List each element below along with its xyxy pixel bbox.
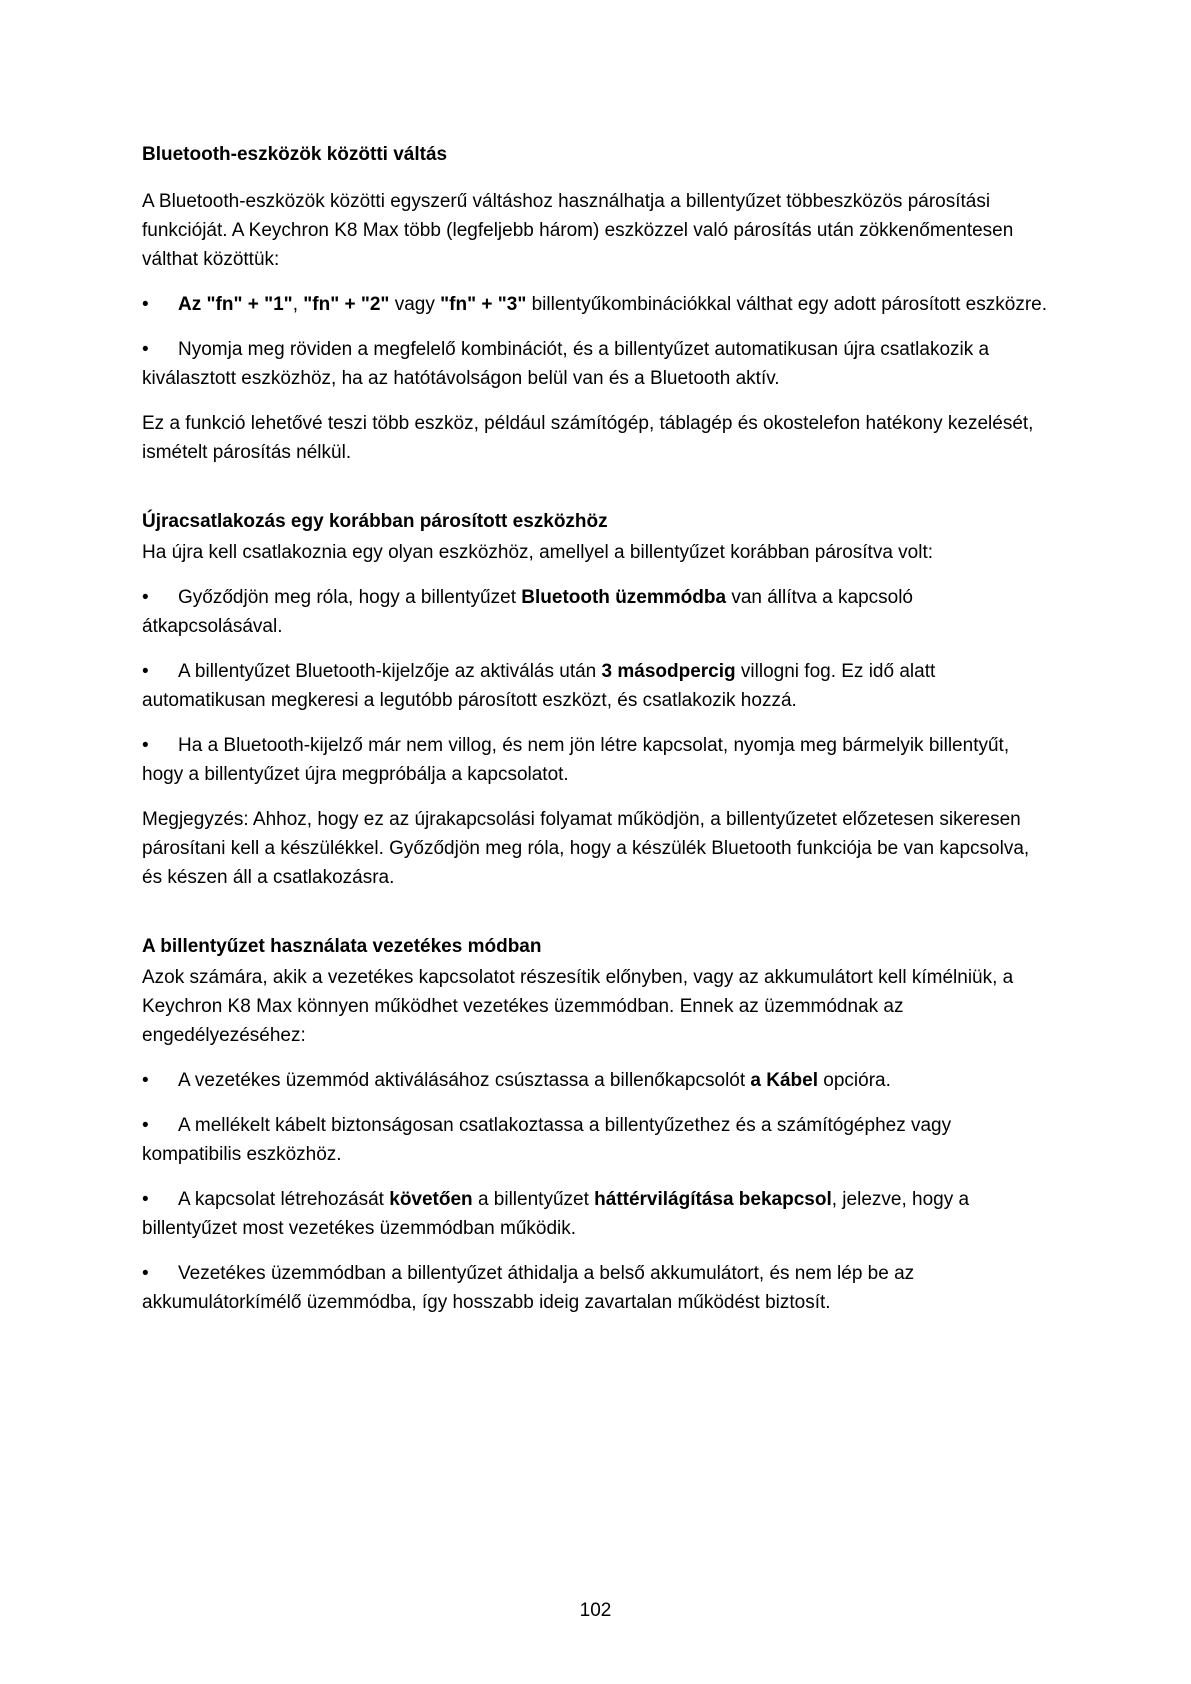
bullet-icon: • [142,1189,149,1210]
section-wired-mode [142,932,1052,1317]
paragraph-note: Megjegyzés: Ahhoz, hogy ez az újrakapcsolási folyamat működjön, a billentyűzetet előzetesen sikeresen párosítani kell a készülékkel. Győződjön meg róla, hogy a készülék Bluetooth funkciója be van kapcsolva, és készen áll a csatlakozásra. [142,809,1030,888]
list-item: • A kapcsolat létrehozását követően a billentyűzet háttérvilágítása bekapcsol, jelezve, hogy a billentyűzet most vezetékes üzemmódban működik. [142,1185,1052,1243]
list-item: • A mellékelt kábelt biztonságosan csatlakoztassa a billentyűzethez és a számítógéphez vagy kompatibilis eszközhöz. [142,1111,1052,1169]
list-item: • Vezetékes üzemmódban a billentyűzet áthidalja a belső akkumulátort, és nem lép be az akkumulátorkímélő üzemmódba, így hosszabb ideig zavartalan működést biztosít. [142,1259,1052,1317]
bullet-icon: • [142,1263,149,1284]
page-number: 102 [579,1600,612,1621]
bullet-icon: • [142,339,149,360]
paragraph-intro: A Bluetooth-eszközök közötti egyszerű váltáshoz használhatja a billentyűzet többeszközös párosítási funkcióját. A Keychron K8 Max több (legfeljebb három) eszközzel való párosítás után zökkenőmentesen válthat közöttük: [142,191,1014,270]
bullet-icon: • [142,1115,149,1136]
paragraph-intro: Ha újra kell csatlakoznia egy olyan eszközhöz, amellyel a billentyűzet korábban párosítva volt: [142,542,934,563]
list-item: • A billentyűzet Bluetooth-kijelzője az aktiválás után 3 másodpercig villogni fog. Ez idő alatt automatikusan megkeresi a legutóbb párosított eszközt, és csatlakozik hozzá. [142,657,1052,715]
list-item: • Az "fn" + "1", "fn" + "2" vagy "fn" + "3" billentyűkombinációkkal válthat egy adott párosított eszközre. [142,290,1052,319]
bullet-icon: • [142,735,149,756]
bullet-icon: • [142,1070,149,1091]
paragraph-intro: Azok számára, akik a vezetékes kapcsolatot részesítik előnyben, vagy az akkumulátort kell kímélniük, a Keychron K8 Max könnyen működhet vezetékes üzemmódban. Ennek az üzemmódnak az engedélyezéséhez: [142,967,1014,1046]
section-heading-reconnect: Újracsatlakozás egy korábban párosított eszközhöz [142,511,608,532]
list-item: • A vezetékes üzemmód aktiválásához csúsztassa a billenőkapcsolót a Kábel opcióra. [142,1066,1052,1095]
list-item: • Nyomja meg röviden a megfelelő kombinációt, és a billentyűzet automatikusan újra csatlakozik a kiválasztott eszközhöz, ha az hatótávolságon belül van és a Bluetooth aktív. [142,335,1052,393]
paragraph-outro: Ez a funkció lehetővé teszi több eszköz, például számítógép, táblagép és okostelefon hatékony kezelését, ismételt párosítás nélkül. [142,413,1034,463]
bullet-icon: • [142,294,149,315]
bullet-icon: • [142,587,149,608]
section-heading-wired-mode: A billentyűzet használata vezetékes módban [142,936,542,957]
page-content [142,140,1052,1333]
list-item: • Ha a Bluetooth-kijelző már nem villog, és nem jön létre kapcsolat, nyomja meg bármelyik billentyűt, hogy a billentyűzet újra megpróbálja a kapcsolatot. [142,731,1052,789]
bullet-icon: • [142,661,149,682]
list-item: • Győződjön meg róla, hogy a billentyűzet Bluetooth üzemmódba van állítva a kapcsoló átkapcsolásával. [142,583,1052,641]
section-heading-bluetooth-switching: Bluetooth-eszközök közötti váltás [142,144,448,165]
section-reconnect [142,507,1052,892]
